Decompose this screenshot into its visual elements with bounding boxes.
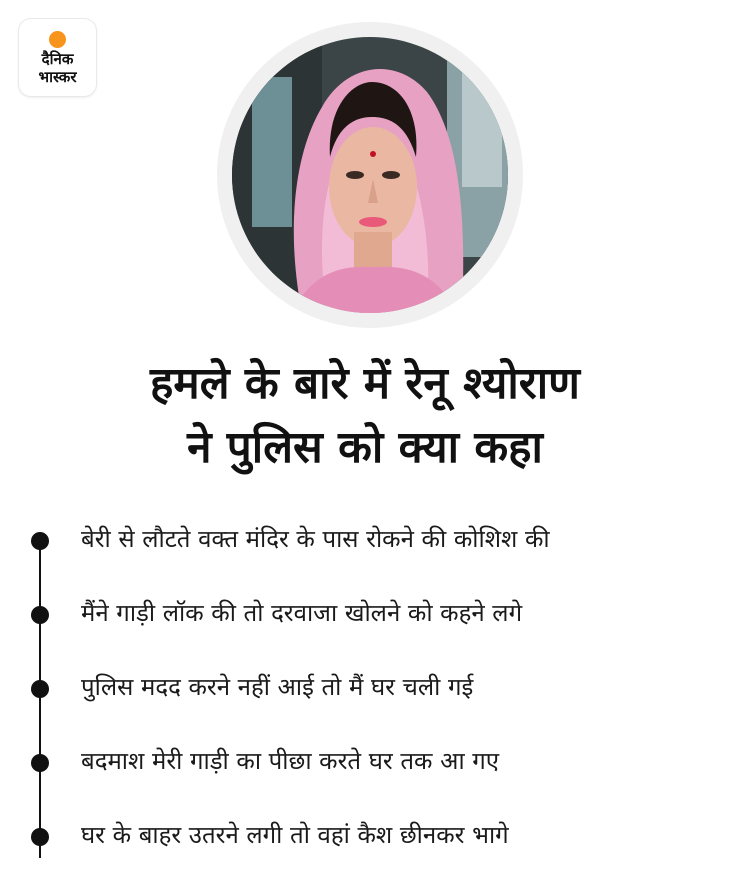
list-item-text: घर के बाहर उतरने लगी तो वहां कैश छीनकर भागे (81, 821, 509, 849)
bullet-dot-icon (31, 680, 49, 698)
list-item-text: मैंने गाड़ी लॉक की तो दरवाजा खोलने को कहने लगे (81, 599, 523, 627)
statement-list (0, 515, 730, 885)
sun-icon (49, 31, 66, 48)
headline-line1: हमले के बारे में रेनू श्योराण (150, 358, 580, 409)
bullet-dot-icon (31, 754, 49, 772)
list-item-text: पुलिस मदद करने नहीं आई तो मैं घर चली गई (81, 673, 474, 701)
dainik-bhaskar-logo[interactable] (19, 19, 96, 96)
list-item-text: बदमाश मेरी गाड़ी का पीछा करते घर तक आ गए (81, 747, 500, 775)
list-item (0, 663, 730, 737)
bullet-dot-icon (31, 532, 49, 550)
list-item (0, 811, 730, 885)
portrait-photo (232, 37, 508, 313)
logo-text-line2: भास्कर (38, 68, 77, 86)
logo-text-line1: दैनिक (41, 50, 74, 68)
bullet-dot-icon (31, 606, 49, 624)
list-item-text: बेरी से लौटते वक्त मंदिर के पास रोकने की कोशिश की (81, 525, 550, 553)
list-item (0, 515, 730, 589)
list-item (0, 737, 730, 811)
list-item (0, 589, 730, 663)
bullet-dot-icon (31, 828, 49, 846)
portrait-frame (217, 22, 523, 328)
woman-portrait-icon (232, 37, 508, 313)
headline (30, 352, 700, 480)
headline-line2: ने पुलिस को क्या कहा (187, 422, 543, 473)
